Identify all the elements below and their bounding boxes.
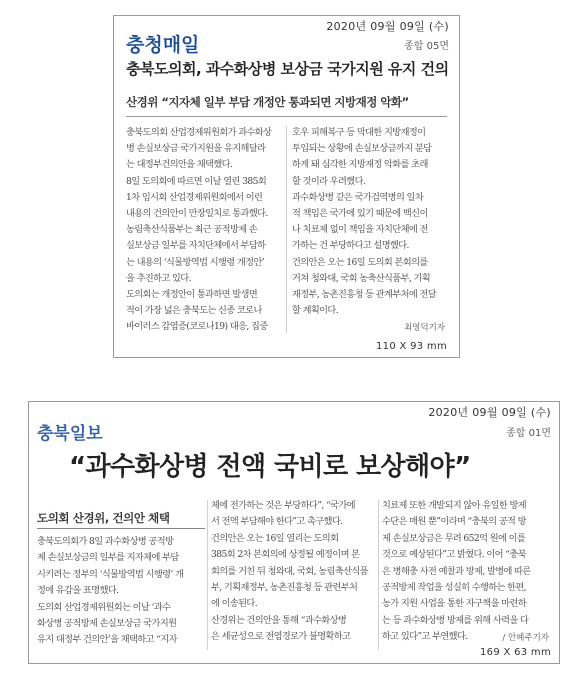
clip2-column-separator-2 [378,500,379,650]
clip1-date: 2020년 09월 09일 (수) [326,20,449,33]
clip2-date: 2020년 09월 09일 (수) [428,406,551,419]
clip2-size-label: 169 X 63 mm [480,647,551,658]
clip1-page-number: 종합 05면 [404,41,449,52]
clip2-subheadline: 도의회 산경위, 건의안 채택 [37,511,170,525]
clip2-column-separator-1 [207,500,208,650]
clip1-size-label: 110 X 93 mm [376,341,447,352]
clip1-column-separator [286,126,287,333]
clip2-page-number: 종합 01면 [506,428,551,439]
clip1-divider [126,116,447,117]
clip1-subheadline: 산경위 “지자체 일부 부담 개정안 통과되면 지방재정 악화” [126,95,409,109]
clip1-column-1: 충북도의회 산업경제위원회가 과수화상 병 손실보상금 국가지원을 유지해달라 는 대정부건의안을 채택했다. 8일 도의회에 따르면 이날 열린 385회 1차 임시회 산업경제위원회에서 이런 내용의 건의안이 만장일치로 통과했다. 농림축산식품부는 최근 공적방제 손 실보상금 일부를 자치단체에서 부담하 는 내용의 ‘식물방역법 시행령 개정안’ 을 추진하고 있다. 도의회는 개정안이 통과하면 발생면 적이 가장 넓은 충북도는 신종 코로나 바이러스 감염증(코로나19) 대응, 집중 [126,127,272,333]
clip1-byline: 최영덕기자 [403,323,445,333]
news-clipping-2 [28,401,560,664]
clip2-subheadline-rule [37,528,205,529]
clip1-headline: 충북도의회, 과수화상병 보상금 국가지원 유지 건의 [126,60,449,78]
clip2-byline: / 안혜주기자 [502,633,549,643]
clip2-column-1: 충북도의회가 8일 과수화상병 공적방 제 손실보상금의 일부를 지자체에 부담 시키려는 정부의 ‘식물방역법 시행령’ 개 정에 유감을 표명했다. 도의회 산업경제위원회는 이날 ‘과수 화상병 공적방제 손실보상금 국가지원 유지 대정부 건의안’을 채택하고 “지자 [37,536,184,646]
clip2-headline: “과수화상병 전액 국비로 보상해야” [69,452,471,482]
clip2-column-3: 치료제 또한 개발되지 않아 유일한 방제 수단은 매원 뿐”이라며 “충북의 공적 방 제 손실보상금은 무려 652억 원에 이를 것으로 예상된다”고 밝혔다. 이어 “충북 은 병해충 사전 예찰과 방제, 발병에 따른 공적방제 작업을 성실히 수행하는 한편, 농가 지원 사업을 통한 자구책을 마련하 는 등 과수화상병 방제를 위해 사력을 다 하고 있다”고 부연했다. [382,500,531,643]
clip1-newspaper-name: 충청매일 [126,34,200,56]
clip1-column-2: 호우 피해복구 등 막대한 지방재정이 투입되는 상황에 손실보상금까지 분담 하게 돼 심각한 지방재정 악화를 초래 할 것이라 우려했다. 과수화상병 같은 국가검역병의 일차 적 책임은 국가에 있기 때문에 백신이 나 치료제 없이 책임을 자치단체에 전 가하는 건 부당하다고 설명했다. 건의안은 오는 16일 도의회 본회의를 거쳐 청와대, 국회 농축산식품부, 기획 재정부, 농촌진흥청 등 관계부처에 전달 할 계획이다. [292,127,437,317]
clip2-newspaper-name: 충북일보 [37,424,103,444]
news-clipping-1 [113,15,460,358]
clip2-column-2: 체에 전가하는 것은 부당하다”, “국가에 서 전액 부담해야 한다”고 촉구했다. 건의안은 오는 16일 열리는 도의회 385회 2차 본회의에 상정될 예정이며 본 회의를 거친 뒤 청와대, 국회, 농림축산식품 부, 기획재정부, 농촌진흥청 등 관련부처 에 이송된다. 산경위는 건의안을 통해 “과수화상병 은 세균성으로 전염경로가 불명확하고 [211,500,368,643]
